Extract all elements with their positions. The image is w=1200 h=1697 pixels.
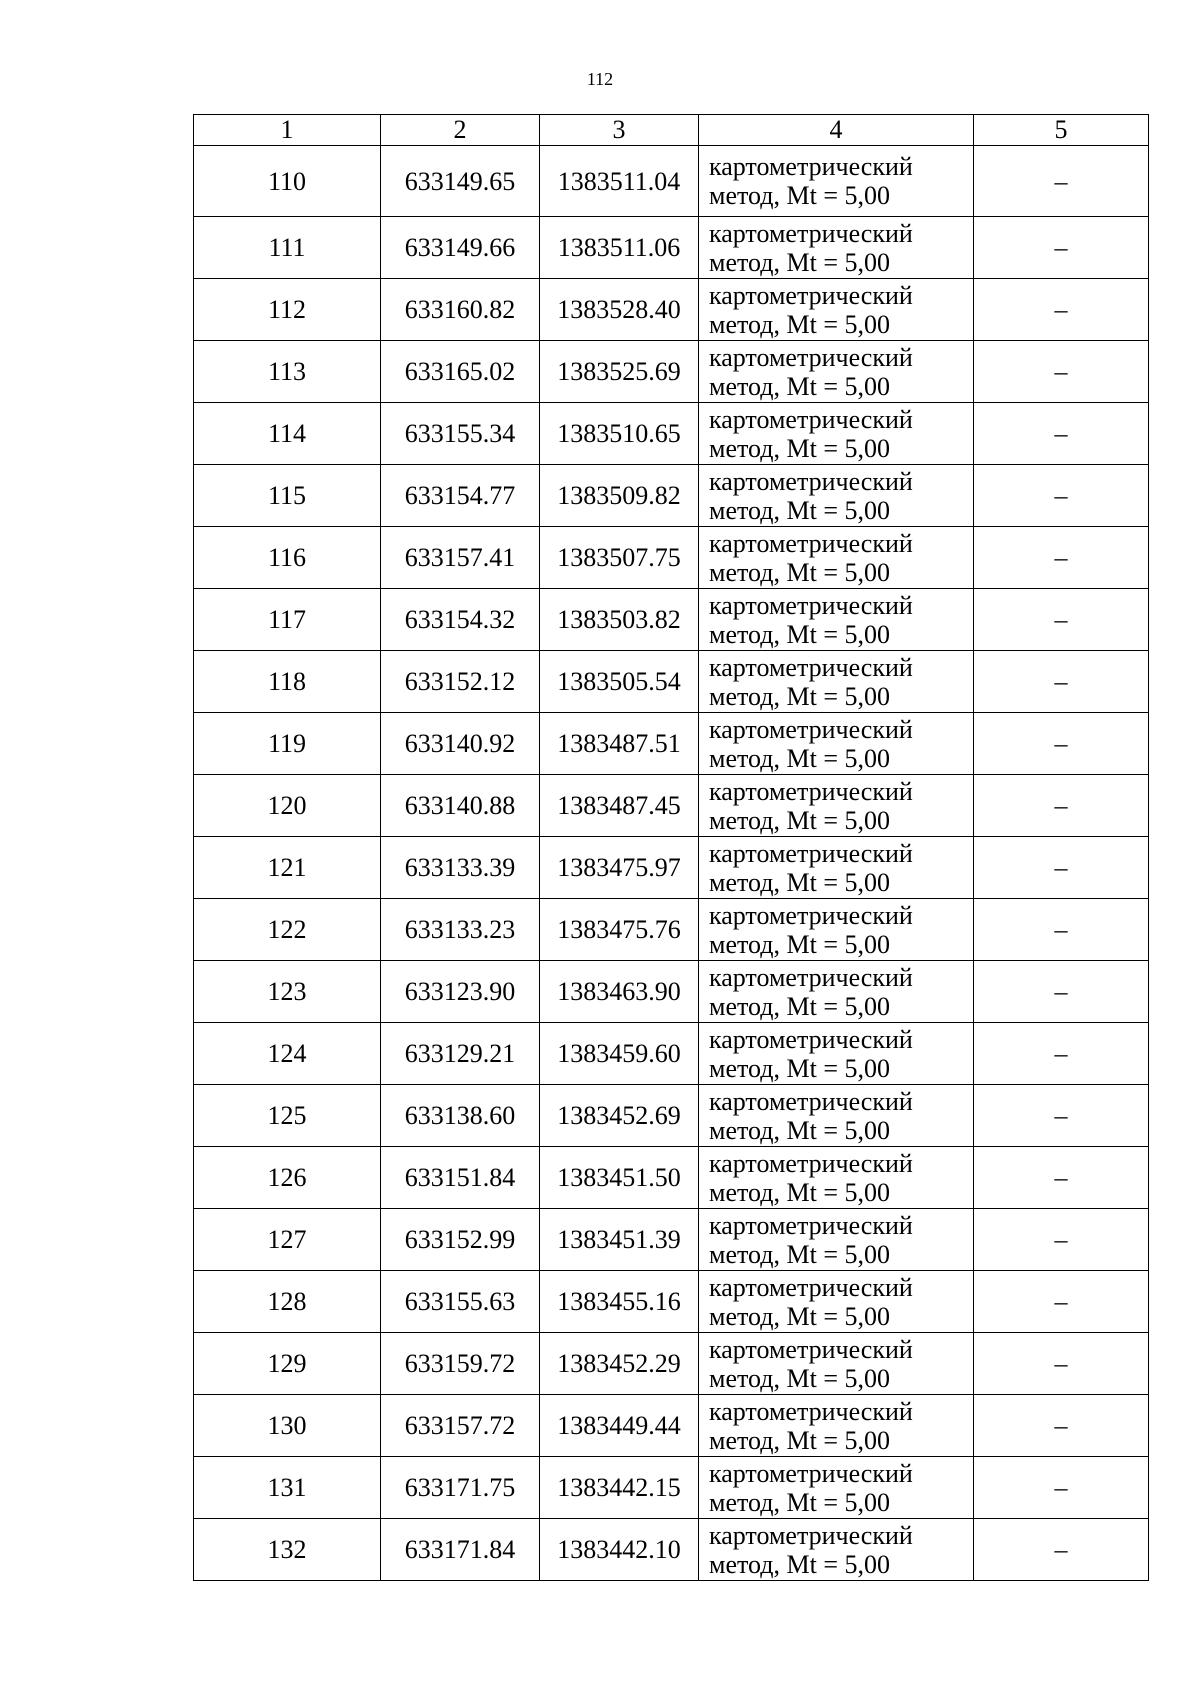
method-line-2: метод, Mt = 5,00	[709, 309, 890, 339]
y-coordinate-cell: 1383525.69	[540, 341, 699, 403]
method-line-2: метод, Mt = 5,00	[709, 495, 890, 525]
method-cell	[699, 775, 974, 837]
point-number-cell: 132	[194, 1519, 381, 1581]
method-line-1: картометрический	[709, 1210, 913, 1240]
y-coordinate-cell: 1383451.50	[540, 1147, 699, 1209]
method-cell	[699, 713, 974, 775]
x-coordinate-cell: 633157.72	[381, 1395, 540, 1457]
table-row	[194, 1395, 1149, 1457]
page-number: 112	[586, 69, 614, 89]
point-number-cell: 113	[194, 341, 381, 403]
note-cell: –	[974, 837, 1149, 899]
method-cell	[699, 1271, 974, 1333]
method-line-2: метод, Mt = 5,00	[709, 433, 890, 463]
x-coordinate-cell: 633133.23	[381, 899, 540, 961]
method-line-1: картометрический	[709, 342, 913, 372]
table-row	[194, 961, 1149, 1023]
method-cell	[699, 1395, 974, 1457]
table-row	[194, 589, 1149, 651]
method-cell	[699, 837, 974, 899]
x-coordinate-cell: 633133.39	[381, 837, 540, 899]
method-line-1: картометрический	[709, 838, 913, 868]
header-col-5: 5	[974, 115, 1149, 146]
note-cell: –	[974, 1333, 1149, 1395]
method-cell	[699, 527, 974, 589]
point-number-cell: 131	[194, 1457, 381, 1519]
method-line-1: картометрический	[709, 900, 913, 930]
y-coordinate-cell: 1383503.82	[540, 589, 699, 651]
y-coordinate-cell: 1383511.04	[540, 146, 699, 217]
method-line-1: картометрический	[709, 1396, 913, 1426]
y-coordinate-cell: 1383528.40	[540, 279, 699, 341]
method-line-1: картометрический	[709, 776, 913, 806]
method-line-2: метод, Mt = 5,00	[709, 1301, 890, 1331]
x-coordinate-cell: 633160.82	[381, 279, 540, 341]
method-line-2: метод, Mt = 5,00	[709, 929, 890, 959]
header-col-2: 2	[381, 115, 540, 146]
point-number-cell: 118	[194, 651, 381, 713]
table-row	[194, 899, 1149, 961]
table-row	[194, 1519, 1149, 1581]
table-row	[194, 1271, 1149, 1333]
y-coordinate-cell: 1383475.97	[540, 837, 699, 899]
method-line-2: метод, Mt = 5,00	[709, 1053, 890, 1083]
x-coordinate-cell: 633154.32	[381, 589, 540, 651]
table-row	[194, 651, 1149, 713]
x-coordinate-cell: 633140.88	[381, 775, 540, 837]
note-cell: –	[974, 1023, 1149, 1085]
point-number-cell: 130	[194, 1395, 381, 1457]
table-row	[194, 146, 1149, 217]
x-coordinate-cell: 633123.90	[381, 961, 540, 1023]
method-line-1: картометрический	[709, 404, 913, 434]
note-cell: –	[974, 1085, 1149, 1147]
method-cell	[699, 465, 974, 527]
method-line-1: картометрический	[709, 280, 913, 310]
method-cell	[699, 1085, 974, 1147]
method-line-1: картометрический	[709, 714, 913, 744]
method-cell	[699, 279, 974, 341]
method-line-1: картометрический	[709, 1086, 913, 1116]
y-coordinate-cell: 1383487.45	[540, 775, 699, 837]
y-coordinate-cell: 1383452.69	[540, 1085, 699, 1147]
method-cell	[699, 1023, 974, 1085]
x-coordinate-cell: 633155.63	[381, 1271, 540, 1333]
note-cell: –	[974, 1395, 1149, 1457]
table-row	[194, 1023, 1149, 1085]
table-row	[194, 341, 1149, 403]
table-body	[194, 146, 1149, 1581]
method-line-2: метод, Mt = 5,00	[709, 619, 890, 649]
method-line-1: картометрический	[709, 1458, 913, 1488]
method-line-2: метод, Mt = 5,00	[709, 557, 890, 587]
method-cell	[699, 961, 974, 1023]
method-line-1: картометрический	[709, 1024, 913, 1054]
note-cell: –	[974, 527, 1149, 589]
table-row	[194, 465, 1149, 527]
x-coordinate-cell: 633154.77	[381, 465, 540, 527]
y-coordinate-cell: 1383451.39	[540, 1209, 699, 1271]
note-cell: –	[974, 1457, 1149, 1519]
table-row	[194, 1085, 1149, 1147]
method-line-1: картометрический	[709, 1334, 913, 1364]
y-coordinate-cell: 1383459.60	[540, 1023, 699, 1085]
note-cell: –	[974, 465, 1149, 527]
y-coordinate-cell: 1383452.29	[540, 1333, 699, 1395]
table-row	[194, 713, 1149, 775]
y-coordinate-cell: 1383509.82	[540, 465, 699, 527]
point-number-cell: 110	[194, 146, 381, 217]
method-cell	[699, 146, 974, 217]
point-number-cell: 115	[194, 465, 381, 527]
method-line-1: картометрический	[709, 1520, 913, 1550]
note-cell: –	[974, 403, 1149, 465]
method-line-2: метод, Mt = 5,00	[709, 991, 890, 1021]
x-coordinate-cell: 633149.66	[381, 217, 540, 279]
method-line-1: картометрический	[709, 218, 913, 248]
method-line-1: картометрический	[709, 528, 913, 558]
method-line-2: метод, Mt = 5,00	[709, 1115, 890, 1145]
method-line-1: картометрический	[709, 1272, 913, 1302]
table-row	[194, 837, 1149, 899]
table-row	[194, 1209, 1149, 1271]
point-number-cell: 126	[194, 1147, 381, 1209]
y-coordinate-cell: 1383455.16	[540, 1271, 699, 1333]
table-row	[194, 1457, 1149, 1519]
header-col-4: 4	[699, 115, 974, 146]
note-cell: –	[974, 899, 1149, 961]
coordinates-table	[193, 114, 1149, 1581]
note-cell: –	[974, 146, 1149, 217]
point-number-cell: 123	[194, 961, 381, 1023]
method-line-1: картометрический	[709, 590, 913, 620]
method-cell	[699, 899, 974, 961]
point-number-cell: 112	[194, 279, 381, 341]
header-col-3: 3	[540, 115, 699, 146]
method-line-2: метод, Mt = 5,00	[709, 867, 890, 897]
method-line-2: метод, Mt = 5,00	[709, 1425, 890, 1455]
x-coordinate-cell: 633159.72	[381, 1333, 540, 1395]
note-cell: –	[974, 279, 1149, 341]
method-line-1: картометрический	[709, 152, 913, 181]
point-number-cell: 114	[194, 403, 381, 465]
table-row	[194, 1333, 1149, 1395]
point-number-cell: 116	[194, 527, 381, 589]
point-number-cell: 128	[194, 1271, 381, 1333]
y-coordinate-cell: 1383511.06	[540, 217, 699, 279]
method-line-2: метод, Mt = 5,00	[709, 743, 890, 773]
method-line-2: метод, Mt = 5,00	[709, 371, 890, 401]
table-row	[194, 775, 1149, 837]
point-number-cell: 117	[194, 589, 381, 651]
table-row	[194, 217, 1149, 279]
y-coordinate-cell: 1383449.44	[540, 1395, 699, 1457]
method-line-2: метод, Mt = 5,00	[709, 1363, 890, 1393]
x-coordinate-cell: 633155.34	[381, 403, 540, 465]
method-cell	[699, 651, 974, 713]
method-cell	[699, 341, 974, 403]
note-cell: –	[974, 1519, 1149, 1581]
note-cell: –	[974, 713, 1149, 775]
x-coordinate-cell: 633171.75	[381, 1457, 540, 1519]
method-line-2: метод, Mt = 5,00	[709, 1549, 890, 1579]
method-line-2: метод, Mt = 5,00	[709, 805, 890, 835]
y-coordinate-cell: 1383505.54	[540, 651, 699, 713]
table-row	[194, 279, 1149, 341]
x-coordinate-cell: 633138.60	[381, 1085, 540, 1147]
point-number-cell: 129	[194, 1333, 381, 1395]
method-line-1: картометрический	[709, 652, 913, 682]
note-cell: –	[974, 961, 1149, 1023]
method-line-1: картометрический	[709, 962, 913, 992]
method-line-2: метод, Mt = 5,00	[709, 1487, 890, 1517]
header-col-1: 1	[194, 115, 381, 146]
y-coordinate-cell: 1383442.10	[540, 1519, 699, 1581]
x-coordinate-cell: 633152.12	[381, 651, 540, 713]
x-coordinate-cell: 633129.21	[381, 1023, 540, 1085]
method-line-2: метод, Mt = 5,00	[709, 181, 890, 210]
header-row	[194, 115, 1149, 146]
method-cell	[699, 217, 974, 279]
method-line-2: метод, Mt = 5,00	[709, 1177, 890, 1207]
x-coordinate-cell: 633151.84	[381, 1147, 540, 1209]
point-number-cell: 124	[194, 1023, 381, 1085]
method-cell	[699, 1147, 974, 1209]
method-line-2: метод, Mt = 5,00	[709, 681, 890, 711]
y-coordinate-cell: 1383487.51	[540, 713, 699, 775]
y-coordinate-cell: 1383475.76	[540, 899, 699, 961]
table-header	[194, 115, 1149, 146]
point-number-cell: 111	[194, 217, 381, 279]
x-coordinate-cell: 633149.65	[381, 146, 540, 217]
method-cell	[699, 589, 974, 651]
y-coordinate-cell: 1383510.65	[540, 403, 699, 465]
method-line-1: картометрический	[709, 1148, 913, 1178]
note-cell: –	[974, 217, 1149, 279]
point-number-cell: 119	[194, 713, 381, 775]
method-cell	[699, 1209, 974, 1271]
x-coordinate-cell: 633165.02	[381, 341, 540, 403]
table-row	[194, 1147, 1149, 1209]
note-cell: –	[974, 341, 1149, 403]
x-coordinate-cell: 633157.41	[381, 527, 540, 589]
x-coordinate-cell: 633152.99	[381, 1209, 540, 1271]
point-number-cell: 125	[194, 1085, 381, 1147]
table-row	[194, 403, 1149, 465]
point-number-cell: 122	[194, 899, 381, 961]
note-cell: –	[974, 589, 1149, 651]
x-coordinate-cell: 633140.92	[381, 713, 540, 775]
x-coordinate-cell: 633171.84	[381, 1519, 540, 1581]
method-line-2: метод, Mt = 5,00	[709, 247, 890, 277]
note-cell: –	[974, 651, 1149, 713]
method-cell	[699, 1333, 974, 1395]
note-cell: –	[974, 1209, 1149, 1271]
point-number-cell: 121	[194, 837, 381, 899]
note-cell: –	[974, 775, 1149, 837]
method-cell	[699, 403, 974, 465]
method-cell	[699, 1457, 974, 1519]
note-cell: –	[974, 1271, 1149, 1333]
table-row	[194, 527, 1149, 589]
method-line-1: картометрический	[709, 466, 913, 496]
y-coordinate-cell: 1383442.15	[540, 1457, 699, 1519]
method-cell	[699, 1519, 974, 1581]
y-coordinate-cell: 1383507.75	[540, 527, 699, 589]
point-number-cell: 120	[194, 775, 381, 837]
note-cell: –	[974, 1147, 1149, 1209]
y-coordinate-cell: 1383463.90	[540, 961, 699, 1023]
point-number-cell: 127	[194, 1209, 381, 1271]
method-line-2: метод, Mt = 5,00	[709, 1239, 890, 1269]
